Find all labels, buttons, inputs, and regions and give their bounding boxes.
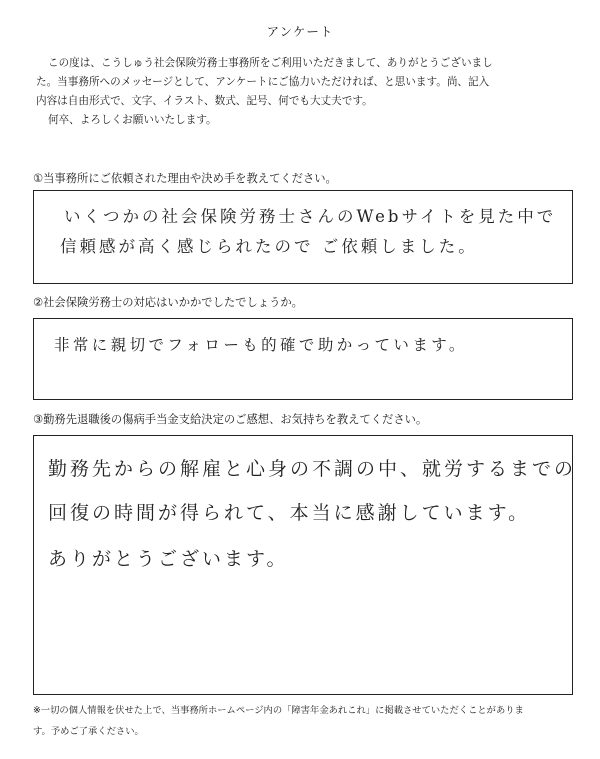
- page-title: アンケート: [266, 24, 334, 39]
- intro-line: 何卒、よろしくお願いいたします。: [48, 114, 217, 126]
- question-1-label: ①当事務所にご依頼された理由や決め手を教えてください。: [33, 172, 337, 185]
- answer-box-3: [33, 435, 577, 695]
- answer-3-line-1: 勤務先からの解雇と心身の不調の中、就労するまでの: [48, 458, 577, 480]
- answer-1-line-1: いくつかの社会保険労務士さんのWebサイトを見た中で: [64, 207, 557, 226]
- answer-2-line-1: 非常に親切でフォローも的確で助かっています。: [54, 336, 468, 354]
- intro-line: この度は、こうしゅう社会保険労務士事務所をご利用いただきまして、ありがとうございまし: [48, 57, 493, 69]
- answer-box-1: [33, 190, 573, 284]
- answer-1-line-2: 信頼感が高く感じられたので ご依頼しました。: [60, 237, 478, 256]
- answer-3-line-2: 回復の時間が得られて、本当に感謝しています。: [48, 502, 531, 524]
- footer-note: [33, 700, 573, 742]
- question-3-label: ③勤務先退職後の傷病手当金支給決定のご感想、お気持ちを教えてください。: [33, 413, 428, 426]
- footer-line: ※一切の個人情報を伏せた上で、当事務所ホームページ内の「障害年金あれこれ」に掲載させていただくことがありま: [33, 705, 524, 716]
- question-2-label: ②社会保険労務士の対応はいかかでしたでしょうか。: [33, 296, 303, 309]
- intro-paragraph: [36, 54, 566, 130]
- footer-line: す。予めご了承ください。: [33, 726, 144, 737]
- intro-line: た。当事務所へのメッセージとして、アンケートにご協力いただければ、と思います。尚、記入: [36, 76, 490, 88]
- answer-3-line-3: ありがとうございます。: [48, 548, 289, 570]
- intro-line: 内容は自由形式で、文字、イラスト、数式、記号、何でも大丈夫です。: [36, 95, 373, 107]
- answer-box-2: [33, 318, 573, 400]
